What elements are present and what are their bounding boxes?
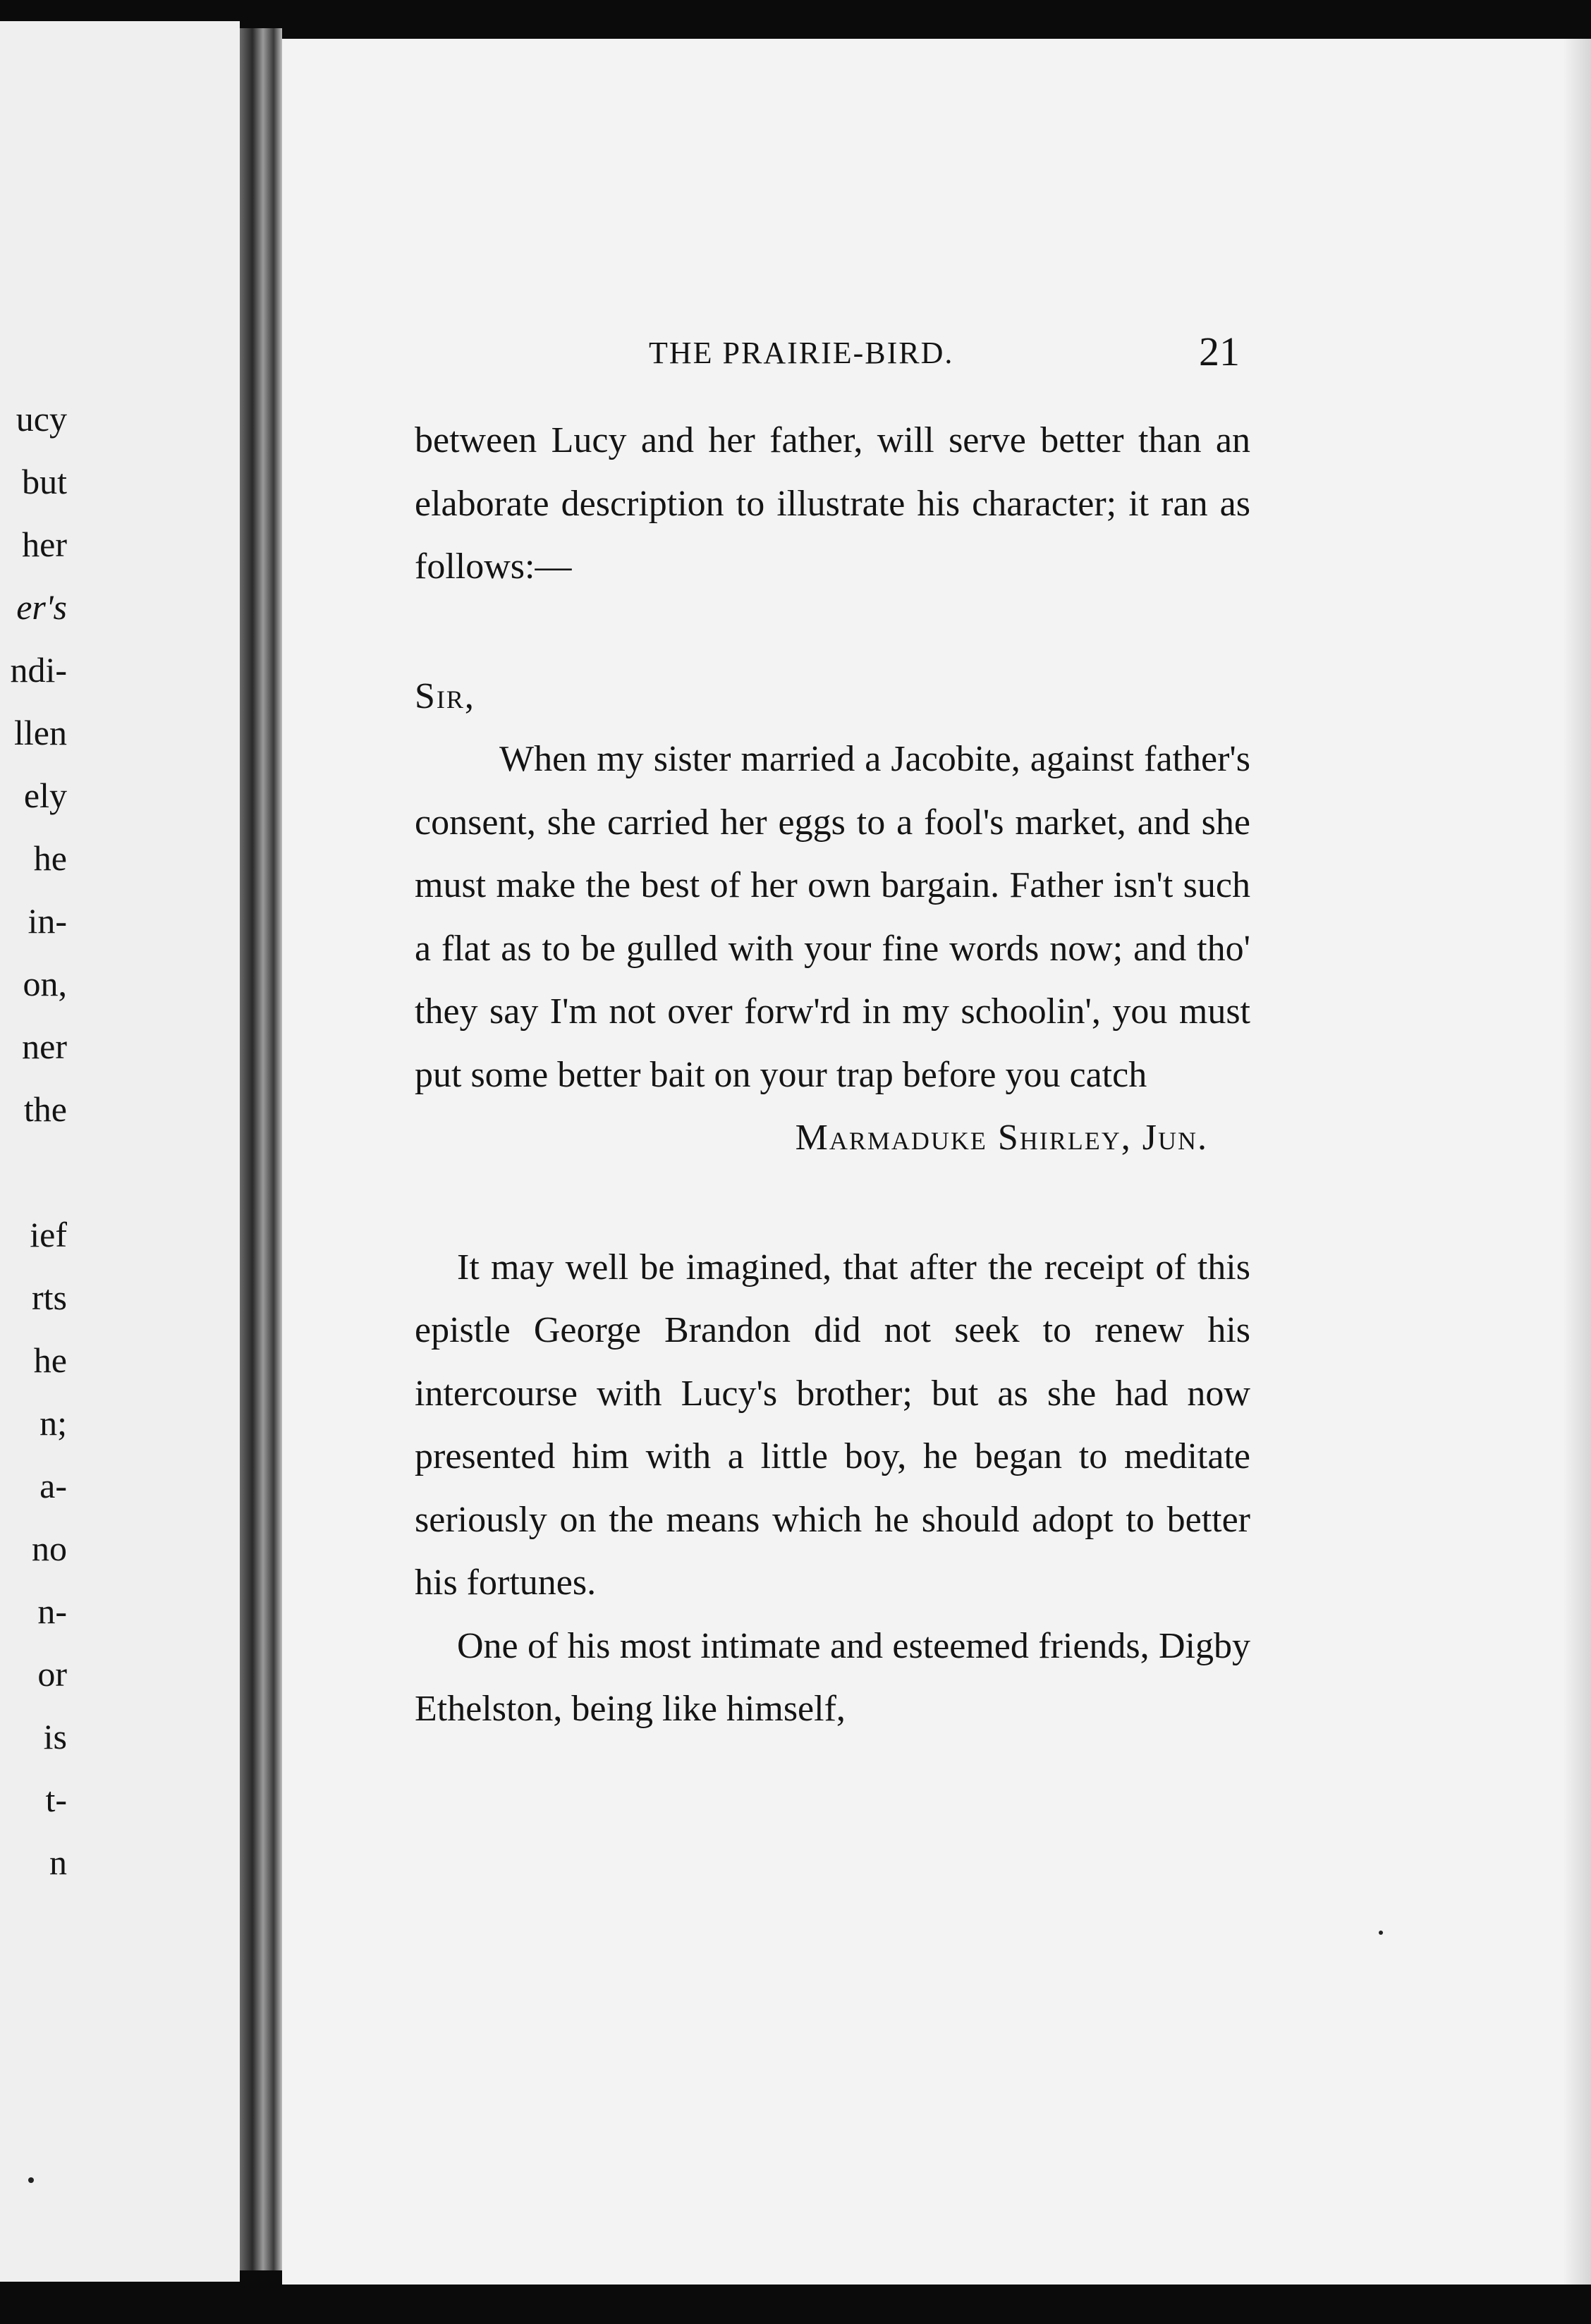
left-page-fragment: the — [23, 1089, 67, 1129]
letter-salutation: Sir, — [415, 675, 475, 716]
left-page-fragment: he — [33, 1340, 67, 1380]
letter-text: When my sister married a Jacobite, against father's consent, she carried her eggs to a fool's market, and she must make the best of her own bargain. Father isn't such a flat as to be gulled with your fine words now; and tho' they say I'm not over forw'rd in my schoolin', you must put some better bait on your trap before you catch — [415, 739, 1250, 1095]
left-page-cut-text — [0, 388, 67, 1894]
section-gap — [415, 1170, 1250, 1236]
paragraph: It may well be imagined, that after the receipt of this epistle George Brandon did not seek to renew his intercourse with Lucy's brother; but as she had now presented him with a little boy, he began to meditate seriously on the means which he should adopt to better his fortunes. — [415, 1247, 1250, 1603]
left-page-fragment: or — [37, 1654, 67, 1694]
intro-paragraph: between Lucy and her father, will serve better than an elaborate description to illustrate his character; it ran as follows:— — [415, 420, 1250, 587]
left-page-fragment: ief — [30, 1215, 67, 1254]
left-page-fragment: ner — [22, 1027, 67, 1066]
left-page-fragment: n- — [37, 1591, 67, 1631]
left-page-fragment: t- — [45, 1780, 67, 1819]
letter-signature: Marmaduke Shirley, Jun. — [795, 1118, 1208, 1158]
left-page-fragment: ndi- — [10, 650, 67, 690]
left-page-fragment: her — [22, 525, 67, 564]
paragraph: One of his most intimate and esteemed friends, Digby Ethelston, being like himself, — [415, 1625, 1250, 1729]
page-number: 21 — [1199, 329, 1240, 374]
left-page — [0, 21, 240, 2282]
left-page-fragment: is — [43, 1717, 67, 1756]
scan-speck — [28, 2177, 34, 2183]
left-page-fragment: a- — [39, 1466, 67, 1505]
book-spine — [240, 28, 282, 2270]
left-page-fragment — [0, 1141, 67, 1204]
left-page-fragment: n — [49, 1842, 67, 1882]
left-page-fragment: ucy — [16, 399, 67, 439]
left-page-fragment: in- — [28, 901, 67, 941]
left-page-fragment: er's — [16, 587, 67, 627]
page-edge-shadow — [1563, 39, 1591, 2285]
left-page-fragment: but — [22, 462, 67, 501]
left-page-fragment: on, — [23, 964, 67, 1003]
page-body — [415, 409, 1250, 1741]
running-head: THE PRAIRIE-BIRD. — [649, 336, 954, 370]
left-page-fragment: rts — [32, 1278, 67, 1317]
left-page-fragment: no — [32, 1529, 67, 1568]
left-page-fragment: llen — [14, 713, 67, 752]
left-page-fragment: n; — [39, 1403, 67, 1443]
left-page-fragment: he — [33, 838, 67, 878]
scan-speck — [1379, 1931, 1383, 1935]
left-page-fragment: ely — [23, 776, 67, 815]
